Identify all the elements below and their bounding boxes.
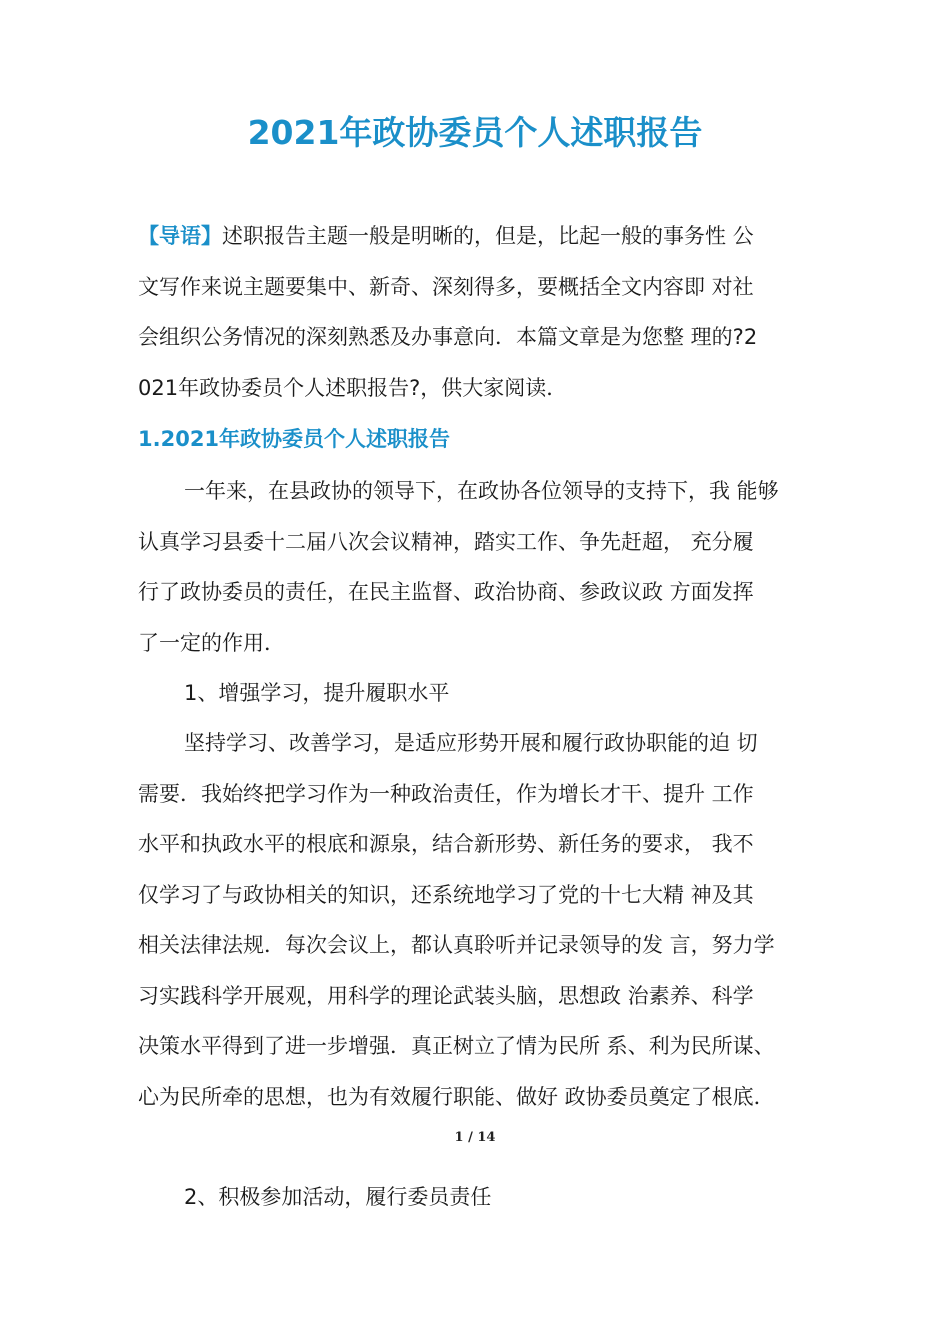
subheading-2 [138, 1172, 838, 1223]
intro-line-1: 述职报告主题一般是明晰的，但是，比起一般的事务性 公 [222, 224, 754, 248]
paragraph-1 [138, 466, 838, 668]
paragraph-2-line: 相关法律法规．每次会议上，都认真聆听并记录领导的发 言，努力学 [138, 933, 775, 957]
paragraph-1-line: 一年来，在县政协的领导下，在政协各位领导的支持下，我 能够 [184, 479, 779, 503]
paragraph-1-line: 行了政协委员的责任，在民主监督、政治协商、参政议政 方面发挥 [138, 580, 754, 604]
paragraph-2 [138, 718, 838, 1122]
intro-line-3: 会组织公务情况的深刻熟悉及办事意向．本篇文章是为您整 理的?2 [138, 325, 758, 349]
intro-paragraph [138, 211, 838, 413]
paragraph-2-line: 习实践科学开展观，用科学的理论武装头脑，思想政 治素养、科学 [138, 983, 754, 1008]
intro-line-2: 文写作来说主题要集中、新奇、深刻得多，要概括全文内容即 对社 [138, 274, 754, 299]
intro-label: 【导语】 [138, 224, 222, 248]
paragraph-2-line: 心为民所牵的思想，也为有效履行职能、做好 政协委员奠定了根底． [138, 1084, 775, 1109]
subheading-1 [138, 668, 838, 719]
subheading-1-text: 1、增强学习，提升履职水平 [184, 681, 450, 705]
paragraph-2-line: 水平和执政水平的根底和源泉，结合新形势、新任务的要求， 我不 [138, 832, 754, 856]
paragraph-1-line: 了一定的作用． [138, 630, 285, 655]
paragraph-2-line: 决策水平得到了进一步增强．真正树立了情为民所 系、利为民所谋、 [138, 1034, 775, 1058]
paragraph-2-line: 需要．我始终把学习作为一种政治责任，作为增长才干、提升 工作 [138, 781, 754, 806]
page-number: 1 / 14 [454, 1130, 496, 1145]
paragraph-2-line: 坚持学习、改善学习，是适应形势开展和履行政协职能的迫 切 [184, 731, 758, 755]
section-heading: 1.2021年政协委员个人述职报告 [138, 427, 451, 451]
paragraph-2-line: 仅学习了与政协相关的知识，还系统地学习了党的十七大精 神及其 [138, 882, 754, 907]
subheading-2-text: 2、积极参加活动，履行委员责任 [184, 1185, 492, 1209]
document-title: 2021年政协委员个人述职报告 [247, 113, 703, 152]
intro-line-4: 021年政协委员个人述职报告?，供大家阅读． [138, 375, 568, 400]
paragraph-1-line: 认真学习县委十二届八次会议精神，踏实工作、争先赶超， 充分履 [138, 529, 754, 554]
